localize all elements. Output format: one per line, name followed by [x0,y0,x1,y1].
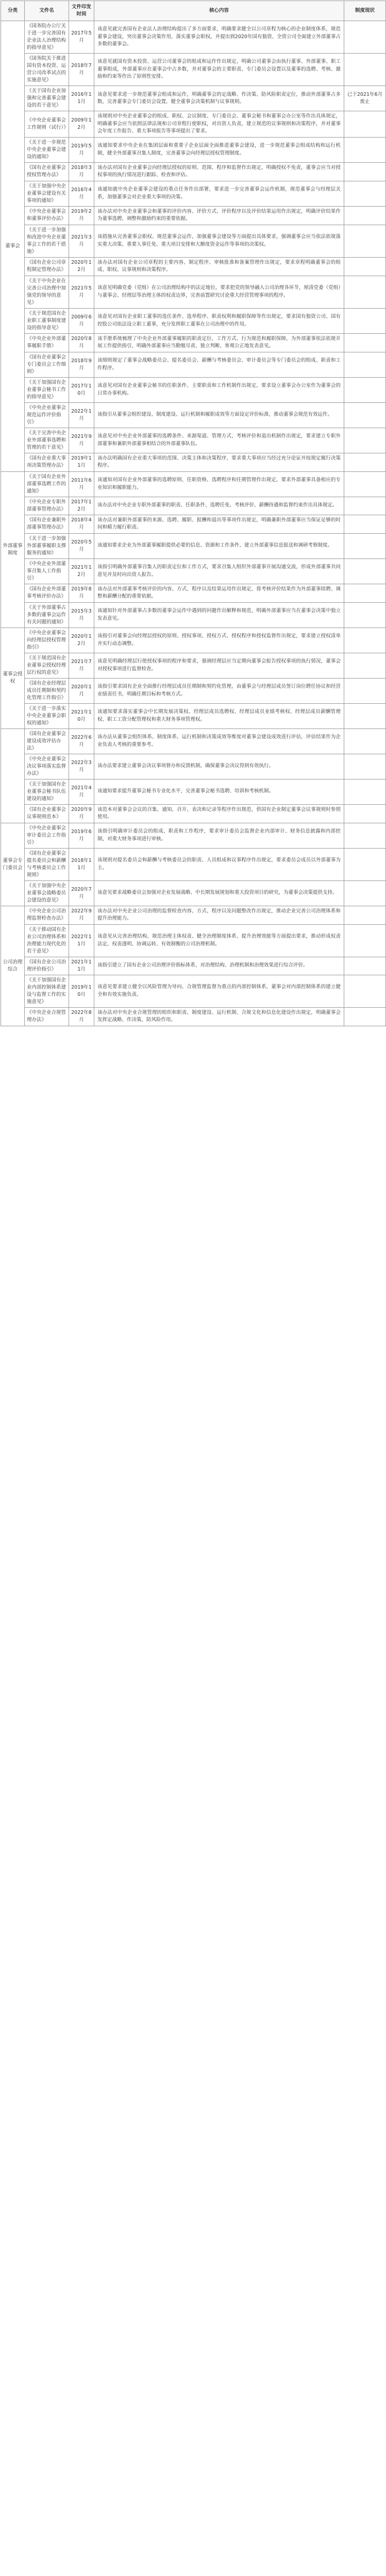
core-content-cell: 该规则对提名委员会和薪酬与考核委员会的职责、人员组成和议事程序作出规定，要求委员会成员以外部董事为主。 [94,848,344,880]
category-cell: 董事会专门委员会 [1,823,25,906]
document-name-cell: 《关于加强国有企业董事会秘书队伍建设的通知》 [25,779,69,804]
issue-date-cell: 2019年5月 [69,137,94,162]
document-name-cell: 《国务院关于推进国有资本投资、运营公司改革试点的实施意见》 [25,54,69,86]
status-cell [344,602,386,628]
status-cell [344,678,386,703]
issue-date-cell: 2021年12月 [69,558,94,584]
table-row [1,377,386,402]
document-name-cell: 《关于加强中央企业董事会建设有关事项的通知》 [25,181,69,206]
status-cell [344,181,386,206]
document-name-cell: 《国务院办公厅关于进一步完善国有企业法人治理结构的指导意见》 [25,21,69,54]
issue-date-cell: 2018年7月 [69,54,94,86]
core-content-cell: 该意见要求建立健全以风险管理为导向、合规管理监督为重点的内部控制体系，董事会对内部控制体系的建立健全和有效实施负责。 [94,975,344,1007]
table-row [1,804,386,823]
issue-date-cell: 2022年3月 [69,754,94,779]
issue-date-cell: 2022年1月 [69,402,94,428]
document-name-cell: 《关于规范国有企业董事会授权经理层行权的意见》 [25,653,69,678]
issue-date-cell: 2019年10月 [69,975,94,1007]
core-content-cell: 该范本对董事会会议的召集、通知、召开、表决和记录等程序作出规范，供国有企业制定董事会议事规则时参照使用。 [94,804,344,823]
issue-date-cell: 2019年8月 [69,584,94,602]
core-content-cell: 该意见对国有企业职工董事的选任条件、选举程序、职责权利和履职保障等作出规定，要求国有独资公司、国有控股公司依法设立职工董事，充分发挥职工董事在公司治理中的作用。 [94,308,344,333]
issue-date-cell: 2020年7月 [69,880,94,906]
core-content-cell: 该指引明确审计委员会的组成、职责和工作程序，要求审计委员会监督企业内部审计、财务信息披露和内部控制，对重大财务事项进行审核。 [94,823,344,848]
policy-table [1,1,386,1026]
status-cell [344,515,386,533]
status-cell [344,453,386,471]
table-row [1,678,386,703]
status-cell [344,276,386,308]
table-row [1,848,386,880]
document-name-cell: 《国有企业兼职外部董事管理办法》 [25,515,69,533]
core-content-cell: 该办法对兼职外部董事的来源、选聘、履职、报酬和退出等事项作出规定，明确兼职外部董事应当保证足够的时间和精力履行职责。 [94,515,344,533]
core-content-cell: 该意见明确经理层行使授权事项的程序和要求，强调经理层应当定期向董事会报告授权事项的执行情况，董事会对授权事项进行监督检查。 [94,653,344,678]
core-content-cell: 该办法对中央企业公司治理的监督检查内容、方式、程序以及问题整改作出规定，推动企业完善公司治理体系和提升治理能力。 [94,906,344,924]
document-name-cell: 《关于规范国有企业职工董事制度建设的指导意见》 [25,308,69,333]
issue-date-cell: 2009年6月 [69,308,94,333]
issue-date-cell: 2022年6月 [69,728,94,754]
core-content-cell: 该办法要求建立董事会决议事项督办和反馈机制，确保董事会决议得到有效执行。 [94,754,344,779]
table-row [1,333,386,352]
table-row [1,906,386,924]
category-cell: 公司治理综合 [1,906,25,1026]
issue-date-cell: 2015年3月 [69,602,94,628]
table-row [1,21,386,54]
issue-date-cell: 2017年10月 [69,377,94,402]
issue-date-cell: 2020年12月 [69,628,94,653]
issue-date-cell: 2011年6月 [69,471,94,497]
core-content-cell: 该通知要求提升董事会秘书专业化水平，完善董事会秘书选聘、培训和考核机制。 [94,779,344,804]
document-name-cell: 《国有企业董事会授权管理办法》 [25,162,69,181]
core-content-cell: 该通知对国有企业外部董事的选聘原则、任职资格、选聘程序和任期管理作出规定，要求外部董事具备相应的专业知识和履职能力。 [94,471,344,497]
core-content-cell: 该办法明确国有企业重大事项的范围、决策主体和决策程序，要求重大事项应当经过充分论证并按规定履行决策程序。 [94,453,344,471]
table-row [1,602,386,628]
core-content-cell: 该指引建立了国有企业公司治理评价指标体系，对治理结构、治理机制和治理效果进行综合评价。 [94,957,344,975]
status-cell [344,1007,386,1026]
status-cell [344,471,386,497]
status-cell [344,880,386,906]
core-content-cell: 该意见对中央企业外部董事的选聘条件、来源渠道、管理方式、考核评价和退出机制作出规定，要求建立专职外部董事和兼职外部董事相结合的外部董事队伍。 [94,428,344,453]
table-row [1,703,386,728]
document-name-cell: 《关于推动国有企业公司治理体系和治理能力现代化的若干意见》 [25,924,69,957]
document-name-cell: 《关于加强中央企业董事会战略委员会建设的意见》 [25,880,69,906]
status-cell [344,703,386,728]
issue-date-cell: 2018年9月 [69,352,94,377]
table-row [1,957,386,975]
document-name-cell: 《中央企业公司治理监督检查办法》 [25,906,69,924]
table-row [1,754,386,779]
table-row [1,276,386,308]
table-row [1,86,386,111]
core-content-cell: 该办法对外部董事考核评价的内容、方式、程序以及结果运用作出规定，将考核评价结果作为外部董事续聘、调整和薪酬分配的重要依据。 [94,584,344,602]
table-row [1,779,386,804]
header-date: 文件印发时间 [69,1,94,21]
issue-date-cell: 2019年2月 [69,206,94,225]
document-name-cell: 《中央企业董事会审计委员会工作指引》 [25,823,69,848]
table-row [1,257,386,276]
issue-date-cell: 2021年5月 [69,276,94,308]
document-name-cell: 《中央企业董事会和董事评价办法》 [25,206,69,225]
issue-date-cell: 2016年11月 [69,86,94,111]
issue-date-cell: 2020年5月 [69,533,94,558]
table-row [1,225,386,257]
core-content-cell: 该指引从董事会组织建设、制度建设、运行机制和履职成效等方面设定评价标准，推动董事会规范有效运作。 [94,402,344,428]
core-content-cell: 该通知就中央企业董事会建设的重点任务作出部署，要求进一步完善董事会运作机制，规范董事会与经理层关系，加强董事会对企业重大事项的决策。 [94,181,344,206]
document-name-cell: 《国有企业经理层成员任期制和契约化管理工作指引》 [25,678,69,703]
issue-date-cell: 2021年11月 [69,957,94,975]
issue-date-cell: 2018年11月 [69,848,94,880]
table-row [1,975,386,1007]
core-content-cell: 该细则规定了董事会战略委员会、提名委员会、薪酬与考核委员会、审计委员会等专门委员会的组成、职责和工作程序。 [94,352,344,377]
document-name-cell: 《关于国有企业加强和完善董事会建设的若干意见》 [25,86,69,111]
header-status: 制度现状 [344,1,386,21]
document-name-cell: 《国有企业公司章程制定管理办法》 [25,257,69,276]
status-cell [344,377,386,402]
document-name-cell: 《中央企业董事会向经理层授权管理指引》 [25,628,69,653]
core-content-cell: 该办法对国有企业董事会向经理层授权的原则、范围、程序和监督作出规定，明确授权不免责，董事会应当对授权事项的执行情况进行跟踪、检查和评估。 [94,162,344,181]
table-row [1,428,386,453]
core-content-cell: 该办法从董事会组织体系、制度体系、运行机制和决策成效等维度对董事会建设成效进行评估，评估结果作为企业负责人考核的重要参考。 [94,728,344,754]
document-name-cell: 《关于完善中央企业外部董事选聘和管理的若干意见》 [25,428,69,453]
core-content-cell: 该指引对董事会向经理层授权的原则、授权事项、授权方式、授权程序和授权监督作出规定，要求建立授权清单并实行动态调整。 [94,628,344,653]
document-name-cell: 《中央企业董事会决议事项落实监督办法》 [25,754,69,779]
status-cell [344,497,386,515]
document-name-cell: 《中央企业外部董事履职手册》 [25,333,69,352]
table-row [1,584,386,602]
core-content-cell: 该规则对中央企业董事会的组成、职权、会议制度、专门委员会、董事会秘书和董事会办公室等作出具体规定，明确董事会应当依照法律法规和公司章程行使职权，对出资人负责，建立规范的议事规则和决策程序，并对董事会年度工作报告、重大事项报告等事项提出了要求。 [94,111,344,138]
status-cell [344,584,386,602]
document-name-cell: 《关于外部董事占多数的董事会运作有关问题的通知》 [25,602,69,628]
table-row [1,728,386,754]
table-row [1,111,386,138]
core-content-cell: 该意见要求战略委员会加强对企业发展战略、中长期发展规划和重大投资项目的研究，为董事会决策提供支持。 [94,880,344,906]
status-cell [344,628,386,653]
status-cell [344,428,386,453]
document-name-cell: 《中央企业董事会规范运作评价指引》 [25,402,69,428]
table-row [1,1007,386,1026]
status-cell [344,21,386,54]
status-cell [344,924,386,957]
document-name-cell: 《中央企业专职外部董事管理办法》 [25,497,69,515]
issue-date-cell: 2019年6月 [69,823,94,848]
status-cell [344,54,386,86]
core-content-cell: 该手册系统梳理了中央企业外部董事履职的职责定位、工作方式、行为规范和履职保障，为外部董事依法依规开展工作提供指引，明确外部董事应当勤勉尽责、独立判断、客观公正地发表意见。 [94,333,344,352]
core-content-cell: 该办法对中央企业专职外部董事的职责、任职条件、选聘任免、考核评价、薪酬待遇和监督约束作出具体规定。 [94,497,344,515]
issue-date-cell: 2017年5月 [69,21,94,54]
issue-date-cell: 2018年3月 [69,162,94,181]
category-cell: 董事会 [1,21,25,472]
status-cell [344,653,386,678]
core-content-cell: 该通知要求企业为外部董事履职提供必要的信息、资源和工作条件，建立外部董事信息报送和调研考察制度。 [94,533,344,558]
status-cell [344,754,386,779]
core-content-cell: 该意见要求进一步规范董事会组成和运作，明确董事会的定战略、作决策、防风险职责定位，推动外部董事占多数，完善董事会专门委员会设置，健全董事会决策机制与议事规则。 [94,86,344,111]
table-row [1,471,386,497]
core-content-cell: 该意见就完善国有企业法人治理结构提出了多方面要求，明确要求健全以公司章程为核心的企业制度体系，规范董事会建设，突出董事会决策作用，落实董事会职权，并提出到2020年国有独资、全资公司全面建立外部董事占多数的董事会。 [94,21,344,54]
status-cell [344,352,386,377]
core-content-cell: 该指引要求国有企业全面推行经理层成员任期制和契约化管理，由董事会与经理层成员签订岗位聘任协议和经营业绩责任书，明确任期目标和考核方式。 [94,678,344,703]
issue-date-cell: 2021年7月 [69,653,94,678]
table-row [1,137,386,162]
header-document: 文件名 [25,1,69,21]
table-row [1,924,386,957]
document-name-cell: 《关于进一步加强和改进中央企业董事会工作的若干措施》 [25,225,69,257]
status-cell [344,111,386,138]
status-cell [344,402,386,428]
table-row [1,352,386,377]
status-cell [344,975,386,1007]
table-row [1,54,386,86]
document-name-cell: 《国有企业董事会议事规则范本》 [25,804,69,823]
document-name-cell: 《中央企业合规管理办法》 [25,1007,69,1026]
issue-date-cell: 2020年8月 [69,333,94,352]
category-cell [1,728,25,823]
status-cell [344,728,386,754]
core-content-cell: 该通知针对外部董事占多数的董事会运作中遇到的问题作出解释和规范，明确外部董事应当在董事会决策中独立发表意见。 [94,602,344,628]
core-content-cell: 该通知要求落实董事会中长期发展决策权、经理层成员选聘权、经理层成员业绩考核权、经理层成员薪酬管理权、职工工资分配管理权和重大财务事项管理权。 [94,703,344,728]
status-cell [344,206,386,225]
document-name-cell: 《关于进一步规范中央企业董事会建设的通知》 [25,137,69,162]
table-row [1,162,386,181]
table-row [1,453,386,471]
status-cell [344,308,386,333]
table-body [1,21,386,1026]
status-cell [344,257,386,276]
issue-date-cell: 2021年10月 [69,703,94,728]
document-name-cell: 《关于国有企业外部董事选聘工作的通知》 [25,471,69,497]
status-cell [344,137,386,162]
document-name-cell: 《关于加强国有企业董事会秘书工作的指导意见》 [25,377,69,402]
header-category: 分类 [1,1,25,21]
category-cell: 董事会授权 [1,628,25,728]
table-row [1,880,386,906]
table-row [1,653,386,678]
document-name-cell: 《关于加强国有企业内部控制体系建设与监督工作的实施意见》 [25,975,69,1007]
document-name-cell: 《国有企业公司治理评价指引》 [25,957,69,975]
status-cell [344,823,386,848]
core-content-cell: 该意见从完善治理结构、规范治理主体权责、健全治理制度体系、提升治理效能等方面提出要求，推动形成权责法定、权责透明、协调运转、有效制衡的公司治理机制。 [94,924,344,957]
issue-date-cell: 2020年1月 [69,678,94,703]
issue-date-cell: 2020年12月 [69,257,94,276]
issue-date-cell: 2021年9月 [69,428,94,453]
core-content-cell: 该意见对国有企业董事会秘书的任职条件、主要职责和工作机制作出规定，要求设立董事会办公室作为董事会的日常办事机构。 [94,377,344,402]
core-content-cell: 该意见就国有资本投资、运营公司董事会的组成和运作作出规定，明确公司董事会由执行董事、外部董事、职工董事组成，外部董事应在董事会中占多数，并对董事会的主要职责、专门委员会设置以及董事的选聘、考核、激励和约束等作出了原则性安排。 [94,54,344,86]
issue-date-cell: 2017年12月 [69,497,94,515]
status-cell [344,779,386,804]
document-name-cell: 《关于进一步落实中央企业董事会职权的通知》 [25,703,69,728]
issue-date-cell: 2019年11月 [69,453,94,471]
issue-date-cell: 2022年11月 [69,924,94,957]
document-name-cell: 《国有企业重大事项决策管理办法》 [25,453,69,471]
issue-date-cell: 2022年9月 [69,906,94,924]
document-name-cell: 《国有企业外部董事考核评价办法》 [25,584,69,602]
issue-date-cell: 2020年9月 [69,804,94,823]
issue-date-cell: 2022年8月 [69,1007,94,1026]
document-name-cell: 《国有企业董事会专门委员会工作细则》 [25,352,69,377]
core-content-cell: 该意见明确党委（党组）在公司治理结构中的法定地位，要求把党的领导融入公司治理各环节，厘清党委（党组）与董事会、经理层等治理主体的权责边界，完善前置研究讨论重大经营管理事项的程序。 [94,276,344,308]
table-row [1,402,386,428]
table-row [1,558,386,584]
document-name-cell: 《中央企业外部董事召集人工作指引》 [25,558,69,584]
document-name-cell: 《国有企业董事会提名委员会和薪酬与考核委员会工作规则》 [25,848,69,880]
category-cell: 外部董事制度 [1,471,25,628]
table-row [1,628,386,653]
issue-date-cell: 2021年4月 [69,779,94,804]
issue-date-cell: 2016年4月 [69,181,94,206]
status-cell [344,333,386,352]
document-name-cell: 《国有企业董事会建设成效评估办法》 [25,728,69,754]
table-header-row [1,1,386,21]
issue-date-cell: 2021年3月 [69,225,94,257]
core-content-cell: 该办法对中央企业董事会和董事的评价内容、评价方式、评价程序以及评价结果运用作出规定，明确评价结果作为董事选聘、调整和激励约束的重要依据。 [94,206,344,225]
table-row [1,308,386,333]
header-content: 核心内容 [94,1,344,21]
status-cell [344,957,386,975]
table-row [1,181,386,206]
status-cell [344,804,386,823]
status-cell [344,533,386,558]
table-row [1,497,386,515]
status-cell: 已于2021年6月废止 [344,86,386,111]
table-row [1,823,386,848]
document-name-cell: 《关于中央企业在完善公司治理中加强党的领导的意见》 [25,276,69,308]
core-content-cell: 该措施从完善董事会职权、规范董事会运作、加强董事会建设等方面提出具体要求，强调董事会应当依法依规落实重大决策、重要人事任免、重大项目安排和大额度资金运作等事项的决策权。 [94,225,344,257]
status-cell [344,848,386,880]
table-row [1,515,386,533]
table-row [1,206,386,225]
core-content-cell: 该通知要求中央企业在集团层面和重要子企业层面全面推进董事会建设，进一步规范董事会组成结构和运行机制，健全外部董事召集人制度，完善董事会向经理层授权管理制度。 [94,137,344,162]
core-content-cell: 该办法对国有企业公司章程的主要内容、制定程序、审核批准和备案管理作出规定，要求章程明确董事会的组成、职权、议事规则和决策程序。 [94,257,344,276]
status-cell [344,162,386,181]
status-cell [344,225,386,257]
status-cell [344,558,386,584]
core-content-cell: 该指引明确外部董事召集人的职责定位和工作方式，要求召集人组织外部董事开展沟通交流，形成外部董事共同意见并及时向出资人报告。 [94,558,344,584]
status-cell [344,906,386,924]
issue-date-cell: 2018年4月 [69,515,94,533]
document-name-cell: 《关于进一步加强外部董事履职支撑服务的通知》 [25,533,69,558]
table-row [1,533,386,558]
document-name-cell: 《中央企业董事会工作规则（试行）》 [25,111,69,138]
issue-date-cell: 2009年12月 [69,111,94,138]
core-content-cell: 该办法对中央企业合规管理的组织和职责、制度建设、运行机制、合规文化和信息化建设作出规定，明确董事会发挥定战略、作决策、防风险作用。 [94,1007,344,1026]
